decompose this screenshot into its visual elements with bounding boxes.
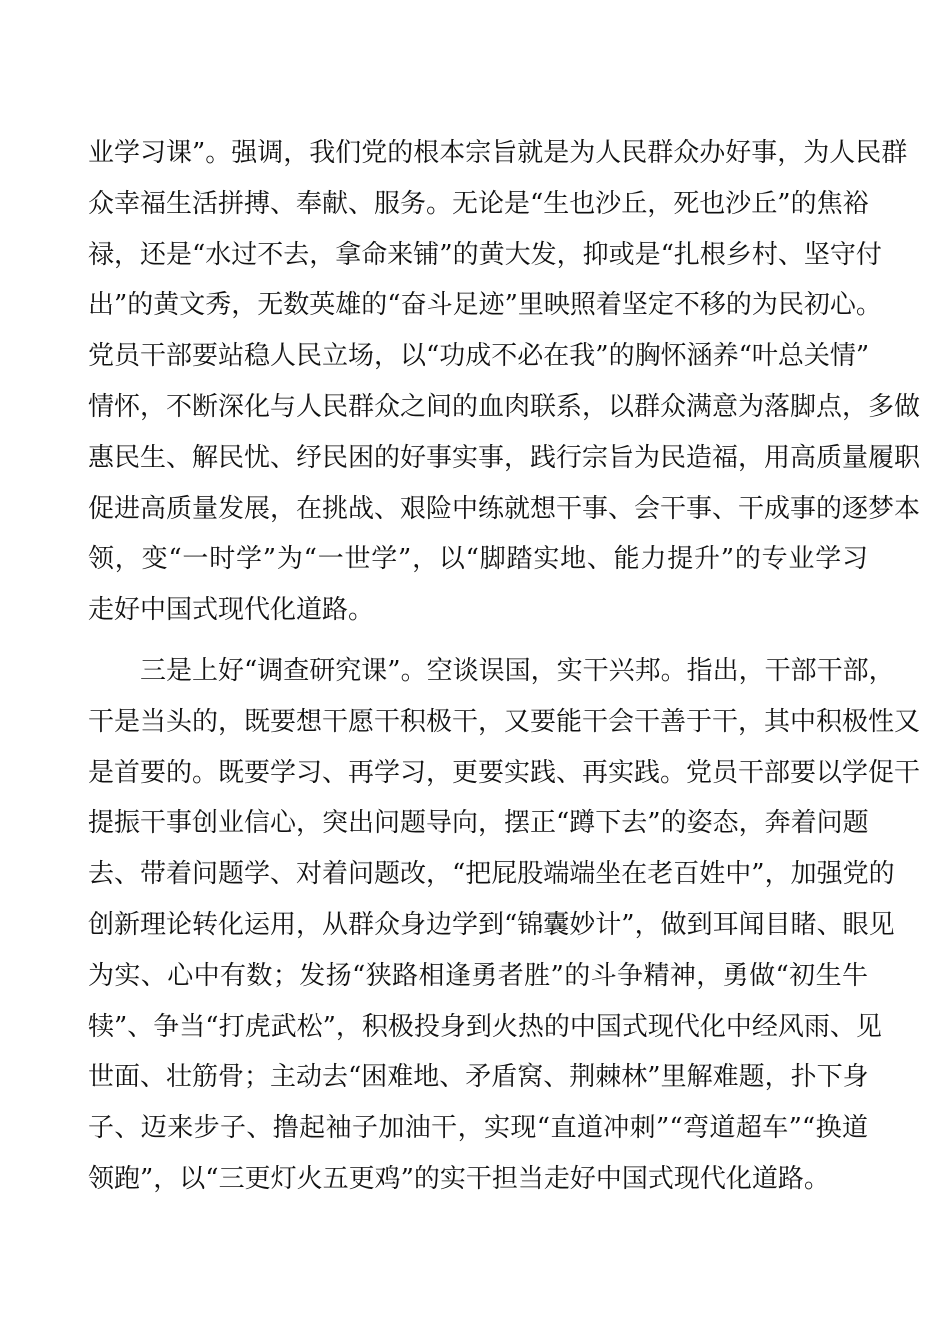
document-body xyxy=(88,128,921,1205)
paragraph-gap xyxy=(88,636,868,646)
text-line: 惠民生、解民忧、纾民困的好事实事，践行宗旨为民造福，用高质量履职 xyxy=(88,442,921,473)
text-line: 是首要的。既要学习、再学习，更要实践、再实践。党员干部要以学促干 xyxy=(88,757,921,788)
text-line: 子、迈来步子、撸起袖子加油干，实现“直道冲刺”“弯道超车”“换道 xyxy=(88,1113,868,1144)
text-line: 出”的黄文秀，无数英雄的“奋斗足迹”里映照着坚定不移的为民初心。 xyxy=(88,290,882,321)
text-line: 领，变“一时学”为“一世学”，以“脚踏实地、能力提升”的专业学习 xyxy=(88,544,868,575)
text-line: 犊”、争当“打虎武松”，积极投身到火热的中国式现代化中经风雨、见 xyxy=(88,1011,882,1042)
text-line: 去、带着问题学、对着问题改，“把屁股端端坐在老百姓中”，加强党的 xyxy=(88,859,895,890)
text-line: 提振干事创业信心，突出问题导向，摆正“蹲下去”的姿态，奔着问题 xyxy=(88,808,869,839)
text-line: 领跑”，以“三更灯火五更鸡”的实干担当走好中国式现代化道路。 xyxy=(88,1163,830,1194)
text-line: 创新理论转化运用，从群众身边学到“锦囊妙计”，做到耳闻目睹、眼见 xyxy=(88,909,895,940)
paragraph-1 xyxy=(88,128,921,636)
text-line: 业学习课”。强调，我们党的根本宗旨就是为人民群众办好事，为人民群 xyxy=(88,138,908,168)
text-line: 干是当头的，既要想干愿干积极干，又要能干会干善于干，其中积极性又 xyxy=(88,706,921,737)
text-line: 世面、壮筋骨；主动去“困难地、矛盾窝、荆棘林”里解难题，扑下身 xyxy=(88,1062,869,1093)
text-line: 众幸福生活拼搏、奉献、服务。无论是“生也沙丘，死也沙丘”的焦裕 xyxy=(88,188,869,219)
text-line: 为实、心中有数；发扬“狭路相逢勇者胜”的斗争精神，勇做“初生牛 xyxy=(88,960,868,991)
text-line: 情怀，不断深化与人民群众之间的血肉联系，以群众满意为落脚点，多做 xyxy=(88,391,921,422)
text-line: 禄，还是“水过不去，拿命来铺”的黄大发，抑或是“扎根乡村、坚守付 xyxy=(88,239,882,270)
text-line: 走好中国式现代化道路。 xyxy=(88,595,375,626)
paragraph-2 xyxy=(88,646,921,1205)
text-line: 促进高质量发展，在挑战、艰险中练就想干事、会干事、干成事的逐梦本 xyxy=(88,493,921,524)
text-line: 党员干部要站稳人民立场，以“功成不必在我”的胸怀涵养“叶总关情” xyxy=(88,341,870,372)
text-line: 三是上好“调查研究课”。空谈误国，实干兴邦。指出，干部干部， xyxy=(140,655,895,686)
